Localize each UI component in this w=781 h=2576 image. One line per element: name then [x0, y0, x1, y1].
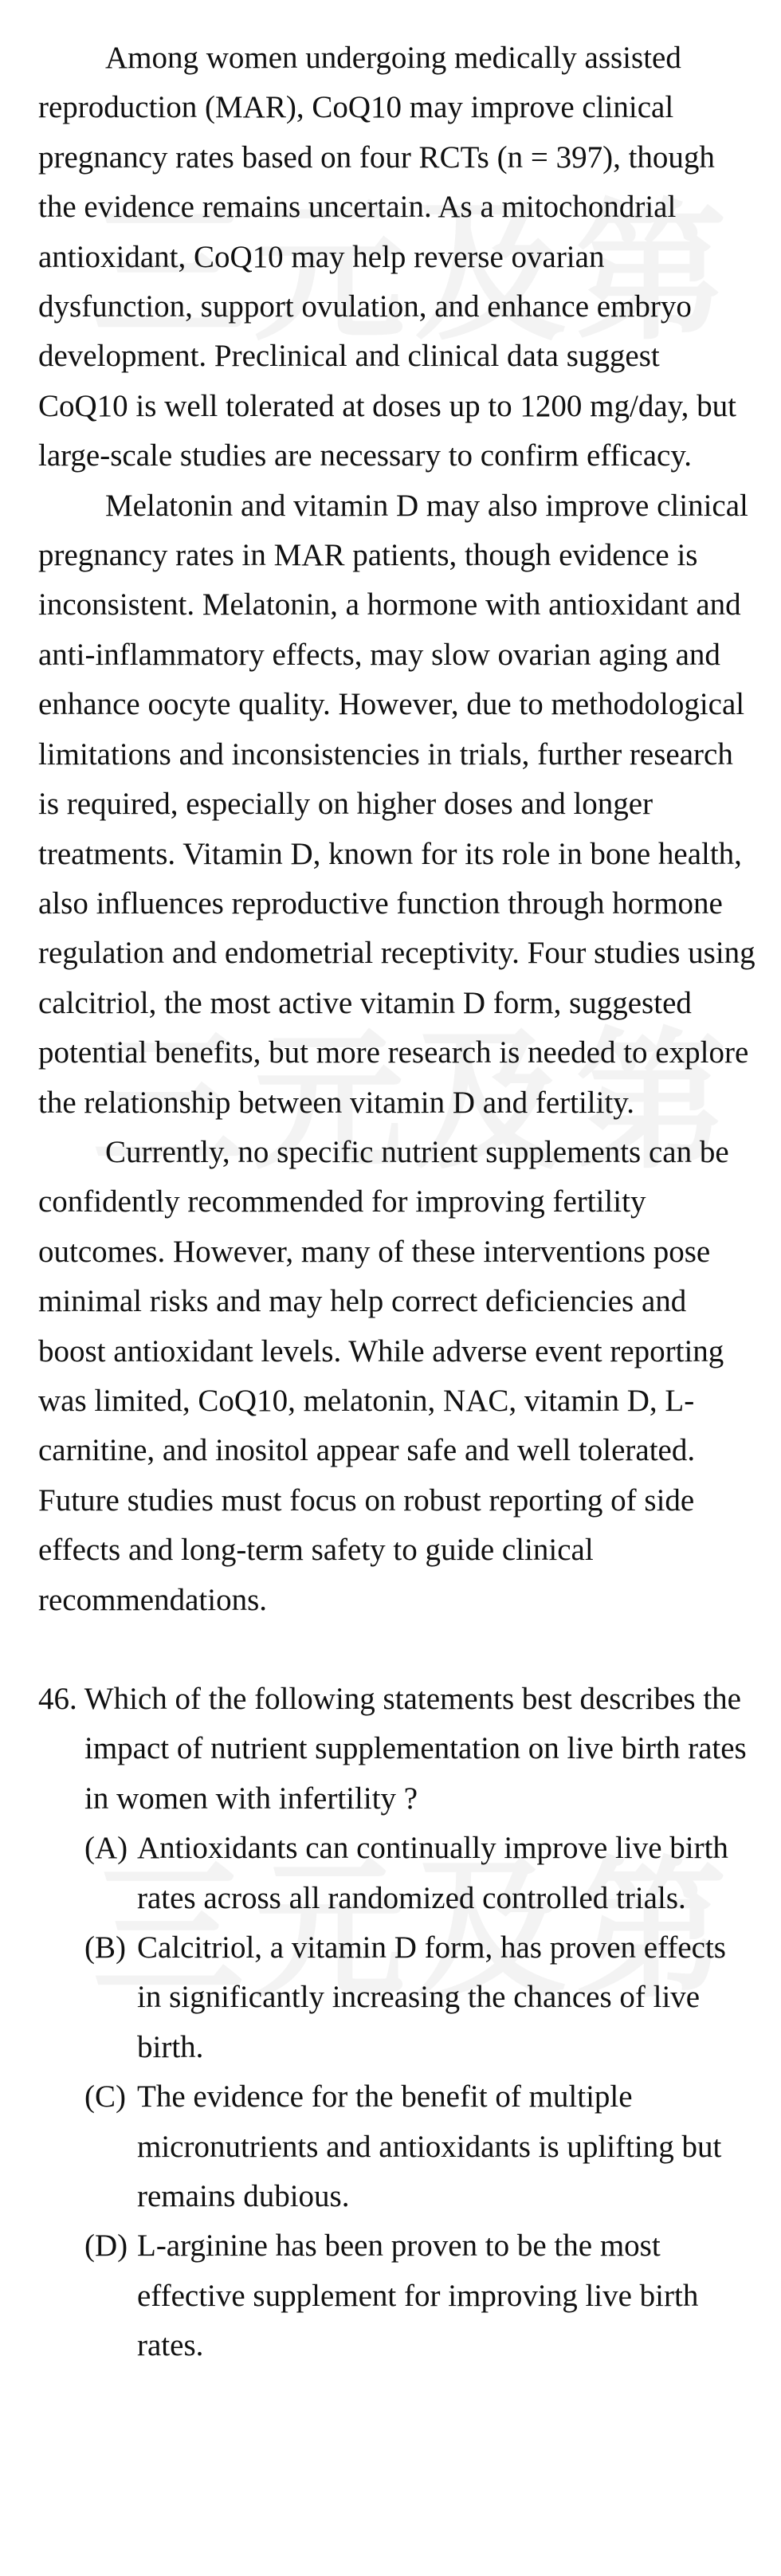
option-letter: (B) — [84, 1930, 126, 1965]
option-b[interactable] — [84, 1923, 755, 2072]
option-text: Antioxidants can continually improve live birth rates across all randomized controlled trials. — [137, 1831, 728, 1915]
option-text: The evidence for the benefit of multiple micronutrients and antioxidants is uplifting but remains dubious. — [137, 2079, 722, 2214]
paragraph-recommendations: Currently, no specific nutrient supplements can be confidently recommended for improving fertility outcomes. However, many of these interventions pose minimal risks and may help correct deficiencies and boost antioxidant levels. While adverse event reporting was limited, CoQ10, melatonin, NAC, vitamin D, L-carnitine, and inositol appear safe and well tolerated. Future studies must focus on robust reporting of side effects and long-term safety to guide clinical recommendations. — [38, 1134, 729, 1617]
question-text: Which of the following statements best describes the impact of nutrient supplementation on live birth rates in women with infertility ? — [84, 1682, 747, 1816]
question-number: 46. — [38, 1682, 77, 1716]
option-letter: (A) — [84, 1831, 128, 1866]
option-letter: (C) — [84, 2079, 126, 2115]
option-d[interactable] — [84, 2221, 755, 2370]
question-46 — [38, 1675, 755, 2371]
paragraph-coq10: Among women undergoing medically assisted reproduction (MAR), CoQ10 may improve clinical pregnancy rates based on four RCTs (n = 397), though the evidence remains uncertain. As a mitochondrial antioxidant, CoQ10 may help reverse ovarian dysfunction, support ovulation, and enhance embryo development. Preclinical and clinical data suggest CoQ10 is well tolerated at doses up to 1200 mg/day, but large-scale studies are necessary to confirm efficacy. — [38, 41, 736, 473]
option-text: Calcitriol, a vitamin D form, has proven effects in significantly increasing the chances of live birth. — [137, 1930, 726, 2064]
document-page — [38, 33, 755, 2371]
question-stem — [38, 1675, 755, 1824]
paragraph-melatonin-vitamin-d: Melatonin and vitamin D may also improve clinical pregnancy rates in MAR patients, though evidence is inconsistent. Melatonin, a hormone with antioxidant and anti-inflammatory effects, may slow ovarian aging and enhance oocyte quality. However, due to methodological limitations and inconsistencies in trials, further research is required, especially on higher doses and longer treatments. Vitamin D, known for its role in bone health, also influences reproductive function through hormone regulation and endometrial receptivity. Four studies using calcitriol, the most active vitamin D form, suggested potential benefits, but more research is needed to explore the relationship between vitamin D and fertility. — [38, 488, 755, 1120]
answer-options — [38, 1824, 755, 2370]
option-letter: (D) — [84, 2228, 128, 2264]
option-text: L-arginine has been proven to be the most effective supplement for improving live birth rates. — [137, 2228, 699, 2363]
option-a[interactable] — [84, 1824, 755, 1923]
option-c[interactable] — [84, 2072, 755, 2221]
